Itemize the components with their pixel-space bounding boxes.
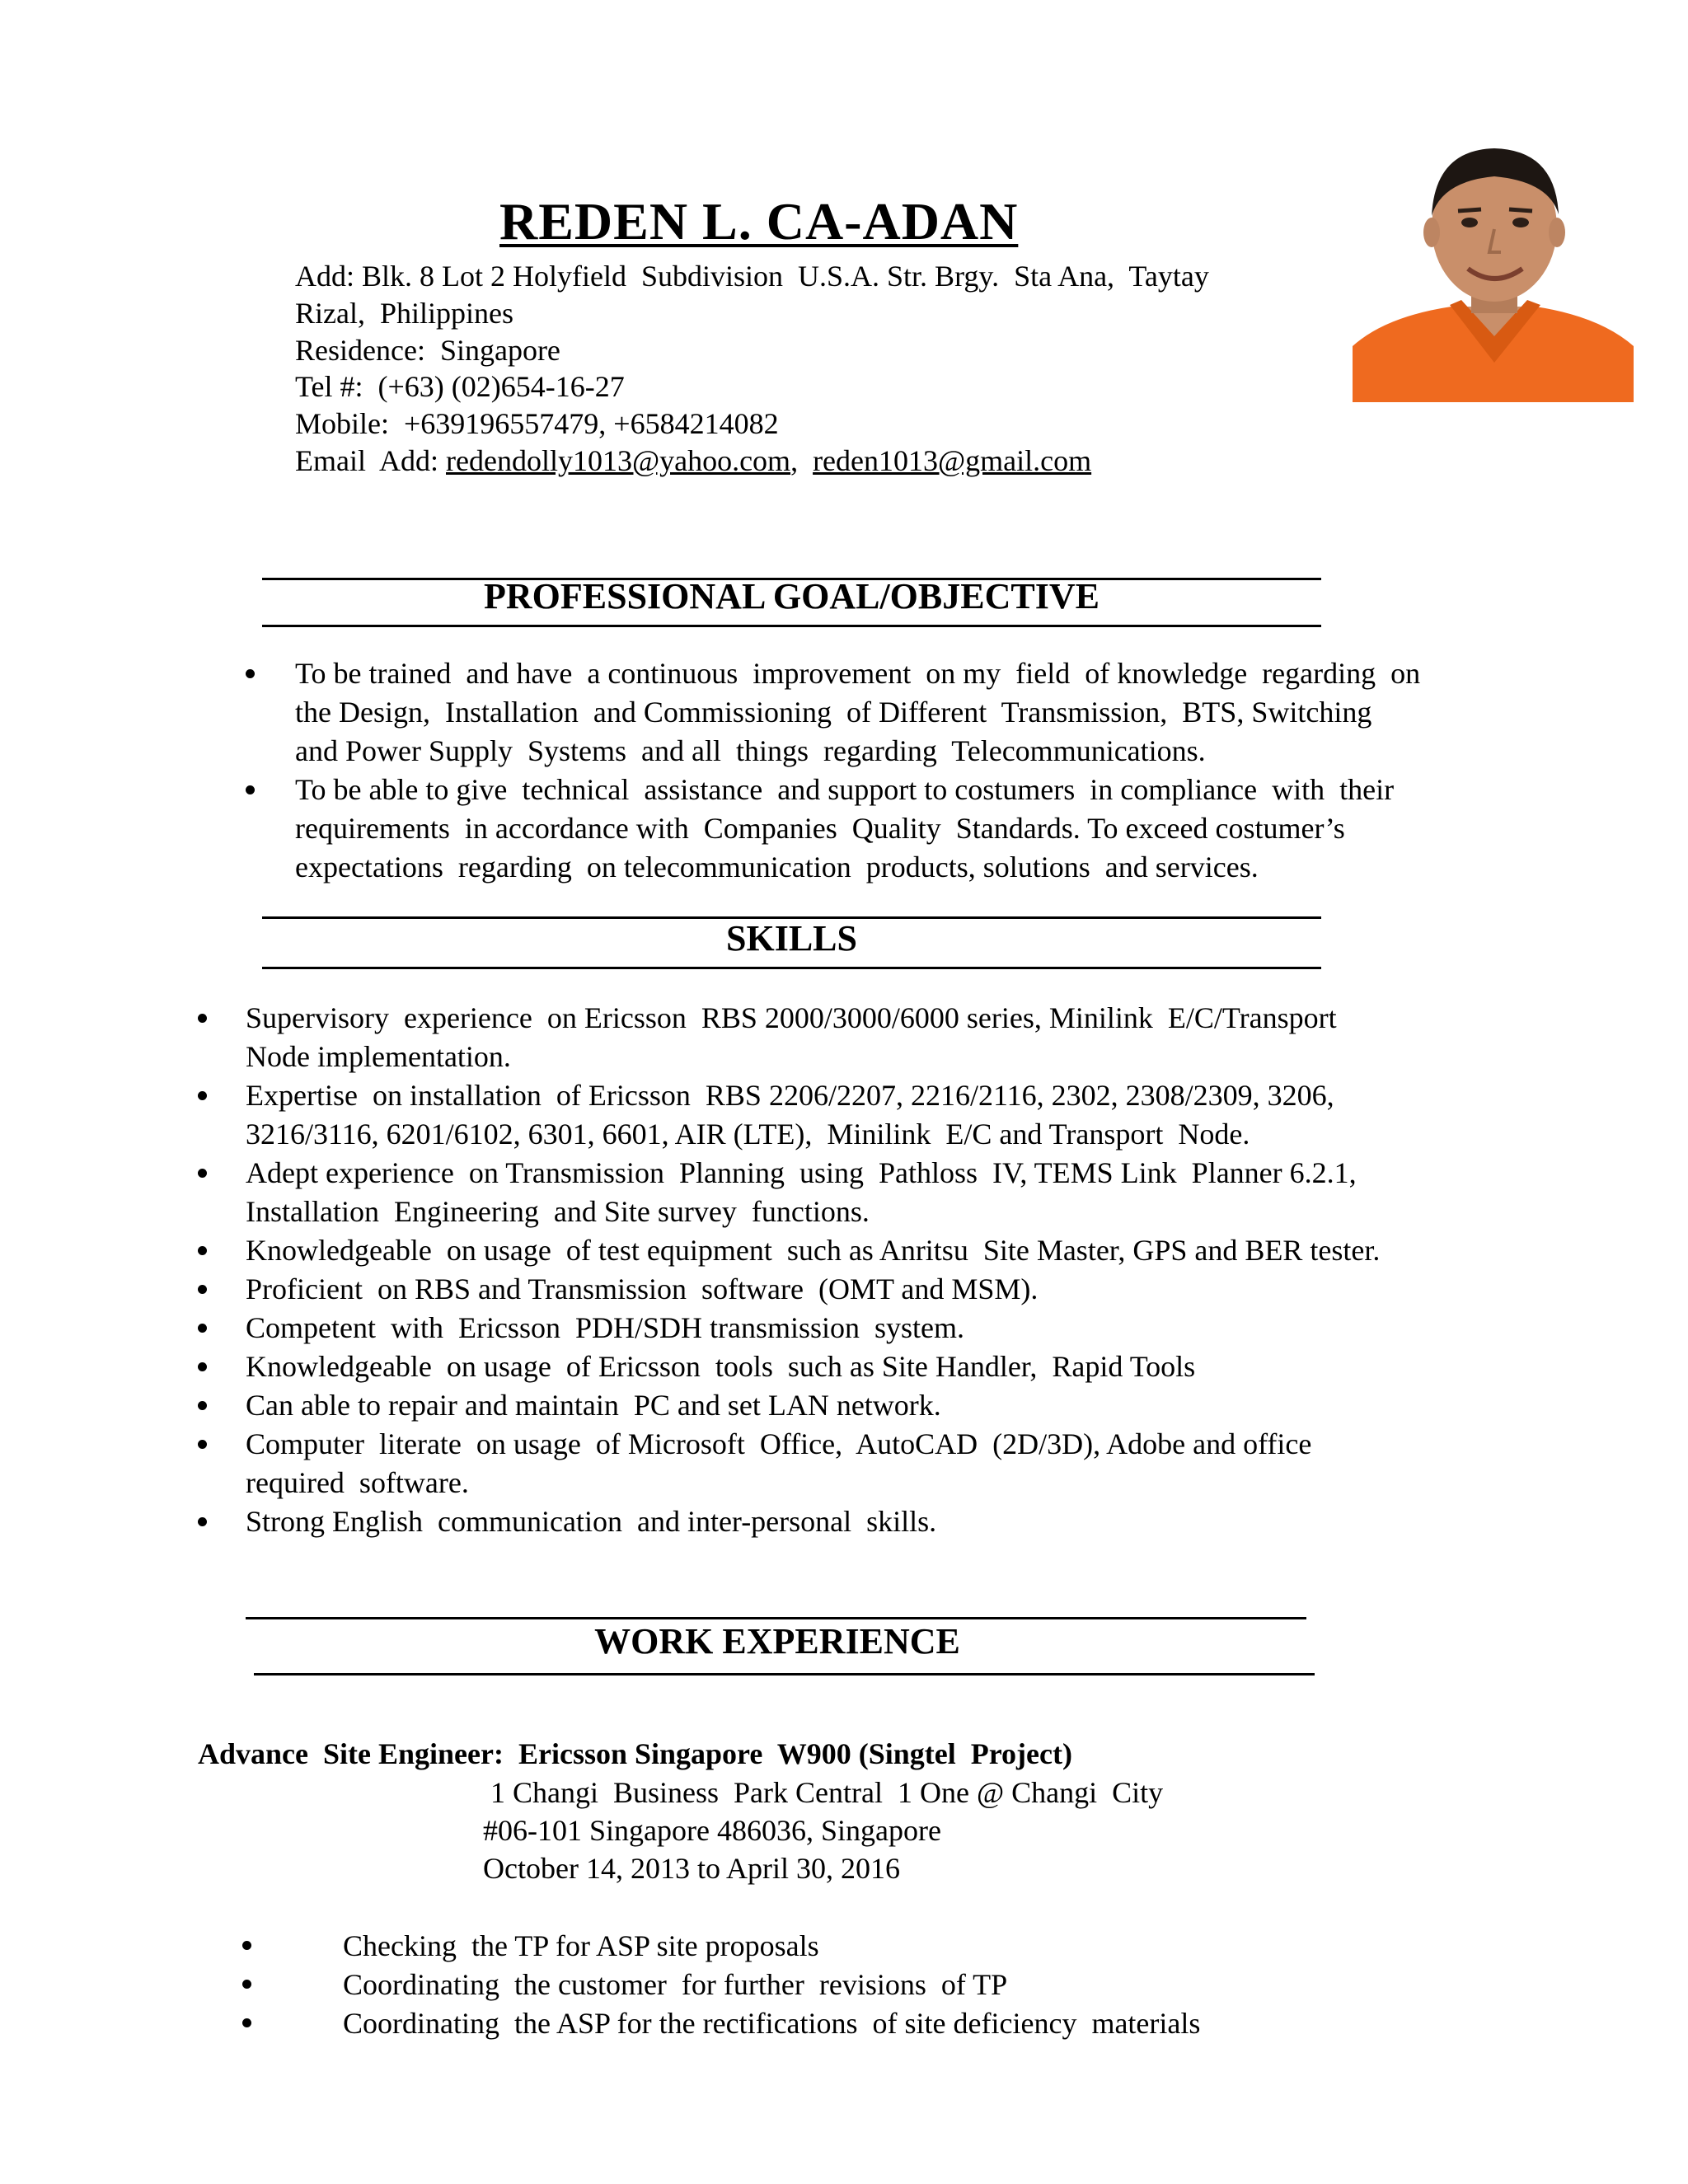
duty-line: Coordinating the ASP for the rectifications of site deficiency materials: [343, 2007, 1201, 2040]
list-item: [295, 654, 1482, 771]
resume-name: REDEN L. CA-ADAN: [499, 192, 1019, 251]
skill-line: 3216/3116, 6201/6102, 6301, 6601, AIR (LTE), Minilink E/C and Transport Node.: [246, 1118, 1250, 1151]
address-line-1: Add: Blk. 8 Lot 2 Holyfield Subdivision U.S.A. Str. Brgy. Sta Ana, Taytay: [295, 260, 1209, 293]
duty-line: Coordinating the customer for further revisions of TP: [343, 1968, 1008, 2001]
job-address-line-1: 1 Changi Business Park Central 1 One @ Changi City: [483, 1776, 1164, 1809]
objective-line: To be trained and have a continuous improvement on my field of knowledge regarding on: [295, 657, 1421, 690]
skill-line: Supervisory experience on Ericsson RBS 2000/3000/6000 series, Minilink E/C/Transport: [246, 1001, 1337, 1034]
bullet-icon: [246, 785, 255, 794]
list-item: [343, 1966, 1497, 2004]
email-line: [295, 443, 1209, 480]
skill-line: Adept experience on Transmission Planning using Pathloss IV, TEMS Link Planner 6.2.1,: [246, 1156, 1357, 1189]
list-item: [246, 1347, 1482, 1386]
work-heading: WORK EXPERIENCE: [594, 1621, 960, 1661]
skills-heading: SKILLS: [726, 918, 857, 958]
bullet-icon: [198, 1014, 207, 1023]
bullet-icon: [198, 1169, 207, 1178]
bullet-icon: [198, 1324, 207, 1333]
job-address: [483, 1774, 1163, 1887]
bullet-icon: [198, 1440, 207, 1449]
bullet-icon: [198, 1517, 207, 1526]
skill-line: Proficient on RBS and Transmission software (OMT and MSM).: [246, 1272, 1039, 1305]
skill-line: Node implementation.: [246, 1040, 511, 1073]
work-rule-bottom: [254, 1673, 1315, 1675]
email-link-gmail[interactable]: reden1013@gmail.com: [813, 443, 1092, 477]
telephone: Tel #: (+63) (02)654-16-27: [295, 370, 625, 404]
address-line-2: Rizal, Philippines: [295, 296, 513, 330]
list-item: [246, 1386, 1482, 1425]
objective-line: the Design, Installation and Commissioning of Different Transmission, BTS, Switching: [295, 696, 1372, 729]
email-link-yahoo[interactable]: redendolly1013@yahoo.com: [446, 443, 791, 477]
skill-line: Knowledgeable on usage of test equipment such as Anritsu Site Master, GPS and BER tester.: [246, 1234, 1381, 1267]
list-item: [246, 1076, 1482, 1154]
objective-line: To be able to give technical assistance and support to costumers in compliance with their: [295, 773, 1395, 806]
list-item: [295, 771, 1482, 887]
skill-line: Expertise on installation of Ericsson RBS 2206/2207, 2216/2116, 2302, 2308/2309, 3206,: [246, 1079, 1334, 1112]
list-item: [246, 1154, 1482, 1231]
job-title: Advance Site Engineer: Ericsson Singapore W900 (Singtel Project): [198, 1737, 1072, 1770]
bullet-icon: [242, 1980, 251, 1989]
email-separator: ,: [790, 443, 814, 477]
list-item: [246, 1231, 1482, 1270]
bullet-icon: [198, 1091, 207, 1100]
residence: Residence: Singapore: [295, 333, 560, 367]
objective-list: [295, 654, 1482, 887]
bullet-icon: [246, 669, 255, 678]
objective-rule-bottom: [262, 625, 1321, 627]
list-item: [246, 1270, 1482, 1309]
contact-block: [295, 258, 1209, 480]
mobile: Mobile: +639196557479, +6584214082: [295, 407, 779, 441]
bullet-icon: [242, 2018, 251, 2027]
skills-rule-bottom: [262, 967, 1321, 969]
profile-photo: [1353, 130, 1634, 402]
list-item: [246, 1309, 1482, 1347]
job-dates: October 14, 2013 to April 30, 2016: [483, 1852, 900, 1885]
objective-heading: PROFESSIONAL GOAL/OBJECTIVE: [484, 576, 1100, 616]
list-item: [246, 1502, 1482, 1541]
skill-line: Can able to repair and maintain PC and set LAN network.: [246, 1389, 941, 1422]
email-label: Email Add:: [295, 443, 446, 477]
skills-list: [246, 999, 1482, 1541]
skill-line: required software.: [246, 1466, 469, 1499]
duty-line: Checking the TP for ASP site proposals: [343, 1929, 819, 1962]
list-item: [343, 1927, 1497, 1966]
list-item: [246, 1425, 1482, 1502]
job-address-line-2: #06-101 Singapore 486036, Singapore: [483, 1814, 941, 1847]
objective-line: requirements in accordance with Companies Quality Standards. To exceed costumer’s: [295, 812, 1345, 845]
bullet-icon: [198, 1285, 207, 1294]
bullet-icon: [198, 1246, 207, 1255]
objective-line: and Power Supply Systems and all things regarding Telecommunications.: [295, 734, 1206, 767]
job-duties-list: [343, 1927, 1497, 2043]
bullet-icon: [198, 1401, 207, 1410]
bullet-icon: [198, 1362, 207, 1371]
skill-line: Competent with Ericsson PDH/SDH transmission system.: [246, 1311, 964, 1344]
list-item: [246, 999, 1482, 1076]
skill-line: Strong English communication and inter-personal skills.: [246, 1505, 937, 1538]
objective-line: expectations regarding on telecommunication products, solutions and services.: [295, 851, 1259, 883]
list-item: [343, 2004, 1497, 2043]
skill-line: Installation Engineering and Site survey functions.: [246, 1195, 870, 1228]
work-rule-top: [246, 1617, 1306, 1619]
skill-line: Knowledgeable on usage of Ericsson tools such as Site Handler, Rapid Tools: [246, 1350, 1196, 1383]
bullet-icon: [242, 1941, 251, 1950]
profile-photo-icon: [1353, 130, 1634, 402]
skill-line: Computer literate on usage of Microsoft Office, AutoCAD (2D/3D), Adobe and office: [246, 1427, 1312, 1460]
